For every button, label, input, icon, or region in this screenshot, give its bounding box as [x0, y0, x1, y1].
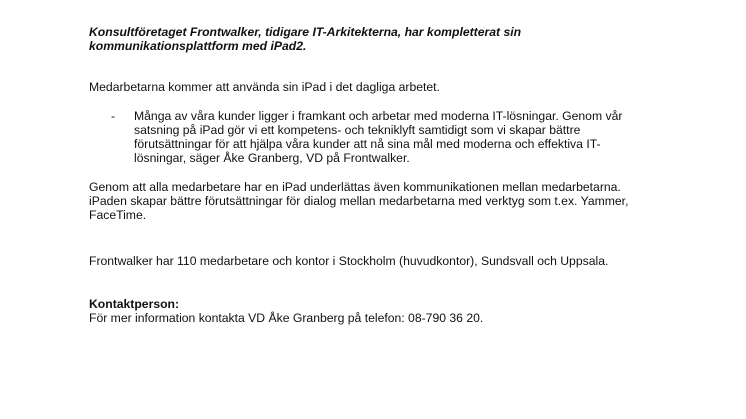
- paragraph-line: FaceTime.: [89, 208, 147, 222]
- bullet-line: lösningar, säger Åke Granberg, VD på Frontwalker.: [134, 151, 410, 165]
- bullet-line: satsning på iPad gör vi ett kompetens- och tekniklyft samtidigt som vi skapar bättre: [134, 123, 581, 137]
- lead-line: kommunikationsplattform med iPad2.: [89, 39, 307, 53]
- company-info-paragraph: Frontwalker har 110 medarbetare och kontor i Stockholm (huvudkontor), Sundsvall och Uppsala.: [89, 254, 609, 268]
- communication-paragraph: [89, 180, 709, 222]
- paragraph-line: iPaden skapar bättre förutsättningar för dialog mellan medarbetarna med verktyg som t.ex. Yammer,: [89, 194, 629, 208]
- lead-paragraph: [89, 25, 649, 53]
- bullet-line: förutsättningar för att hjälpa våra kunder att nå sina mål med moderna och effektiva IT-: [134, 137, 601, 151]
- lead-line: Konsultföretaget Frontwalker, tidigare IT-Arkitekterna, har kompletterat sin: [89, 25, 522, 39]
- bullet-text: [134, 109, 654, 165]
- contact-section: [89, 297, 709, 325]
- contact-heading: Kontaktperson:: [89, 297, 180, 311]
- bullet-marker: -: [111, 109, 116, 123]
- bullet-line: Många av våra kunder ligger i framkant och arbetar med moderna IT-lösningar. Genom vår: [134, 109, 623, 123]
- contact-text: För mer information kontakta VD Åke Granberg på telefon: 08-790 36 20.: [89, 311, 484, 325]
- intro-paragraph: Medarbetarna kommer att använda sin iPad i det dagliga arbetet.: [89, 80, 440, 94]
- paragraph-line: Genom att alla medarbetare har en iPad underlättas även kommunikationen mellan medarbetarna.: [89, 180, 621, 194]
